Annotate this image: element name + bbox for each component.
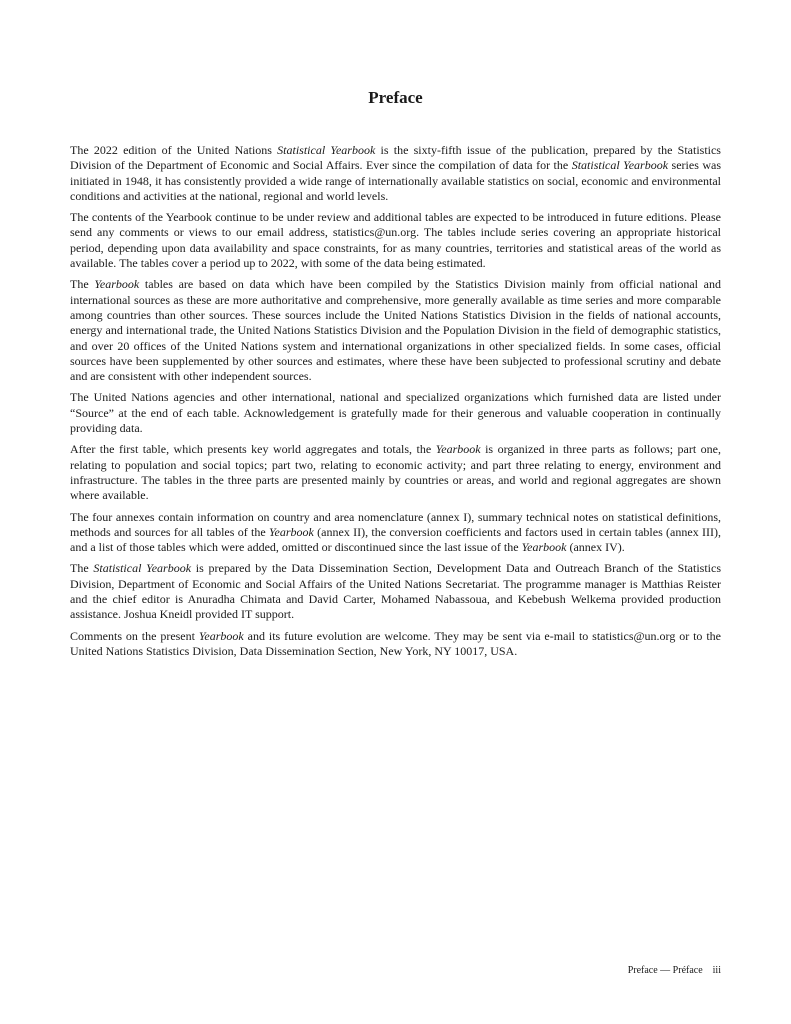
running-head: Preface — Préface bbox=[627, 965, 703, 976]
paragraph bbox=[70, 210, 721, 271]
paragraph bbox=[70, 277, 721, 384]
italic-text: Statistical Yearbook bbox=[277, 143, 376, 157]
text-run: Comments on the present bbox=[70, 628, 199, 643]
text-run: is organized in three parts as follows; part one, relating to population and social topics; part two, relating to economic activity; and part three relating to energy, environment and infrastructure. The tables in the three parts are presented mainly by countries or areas, and world and regional aggregates are shown where available. bbox=[70, 442, 721, 503]
page-footer bbox=[628, 965, 721, 976]
text-run: and its future evolution are welcome. They may be sent via e-mail to statistics@un.org or to the United Nations Statistics Division, Data Dissemination Section, New York, NY 10017, USA. bbox=[70, 628, 721, 658]
italic-text: Yearbook bbox=[268, 524, 314, 539]
paragraph bbox=[70, 629, 721, 660]
text-run: The contents of the Yearbook continue to be under review and additional tables are expected to be introduced in future editions. Please send any comments or views to our email address, statistics@un.org. The tables include series covering an appropriate historical period, depending upon data availability and space constraints, for as many countries, territories and statistical areas of the world as available. The tables cover a period up to 2022, with some of the data being estimated. bbox=[70, 210, 721, 271]
text-run: series was initiated in 1948, it has consistently provided a wide range of internationally available statistics on social, economic and environmental conditions and activities at the national, regional and world levels. bbox=[70, 158, 721, 203]
italic-text: Yearbook bbox=[94, 277, 140, 292]
italic-text: Yearbook bbox=[521, 540, 567, 555]
text-run: The United Nations agencies and other international, national and specialized organizations which furnished data are listed under “Source” at the end of each table. Acknowledgement is gratefully made for their generous and valuable cooperation in continually providing data. bbox=[70, 390, 721, 436]
text-run: The bbox=[70, 561, 94, 576]
italic-text: Yearbook bbox=[435, 442, 481, 457]
text-run: After the first table, which presents key world aggregates and totals, the bbox=[70, 442, 436, 457]
paragraph bbox=[70, 510, 721, 556]
text-run: is prepared by the Data Dissemination Section, Development Data and Outreach Branch of the Statistics Division, Department of Economic and Social Affairs of the United Nations Secretariat. The programme manager is Matthias Reister and the chief editor is Anuradha Chimata and David Carter, Mohamed Nabassoua, and Kebebush Welkema provided production assistance. Joshua Kneidl provided IT support. bbox=[70, 561, 721, 622]
preface-body bbox=[70, 143, 721, 659]
text-run: The 2022 edition of the United Nations bbox=[70, 143, 278, 157]
page-number: iii bbox=[712, 965, 721, 976]
text-run: (annex IV). bbox=[566, 540, 625, 555]
page-title: Preface bbox=[368, 88, 423, 107]
text-run: The bbox=[70, 277, 95, 292]
text-run: (annex II), the conversion coefficients and factors used in certain tables (annex III), and a list of those tables which were added, omitted or discontinued since the last issue of the bbox=[70, 524, 721, 555]
paragraph bbox=[70, 143, 721, 204]
text-run: is the sixty-fifth issue of the publication, prepared by the Statistics Division of the Department of Economic and Social Affairs. Ever since the compilation of data for the bbox=[70, 143, 721, 173]
italic-text: Yearbook bbox=[198, 628, 244, 643]
paragraph bbox=[70, 561, 721, 622]
italic-text: Statistical Yearbook bbox=[571, 158, 669, 173]
text-run: The four annexes contain information on country and area nomenclature (annex I), summary technical notes on statistical definitions, methods and sources for all tables of the bbox=[70, 509, 721, 539]
paragraph bbox=[70, 390, 721, 436]
paragraph bbox=[70, 442, 721, 503]
italic-text: Statistical Yearbook bbox=[93, 561, 192, 576]
text-run: tables are based on data which have been compiled by the Statistics Division mainly from official national and international sources as these are more authoritative and comprehensive, more generally available as time series and more comparable among countries than other sources. These sources include the United Nations Statistics Division in the fields of national accounts, energy and international trade, the United Nations Statistics Division and the Population Division in the field of demographic statistics, and over 20 offices of the United Nations system and international organizations in other specialized fields. In some cases, official sources have been supplemented by other sources and estimates, where these have been subjected to professional scrutiny and debate and are consistent with other independent sources. bbox=[70, 277, 722, 384]
